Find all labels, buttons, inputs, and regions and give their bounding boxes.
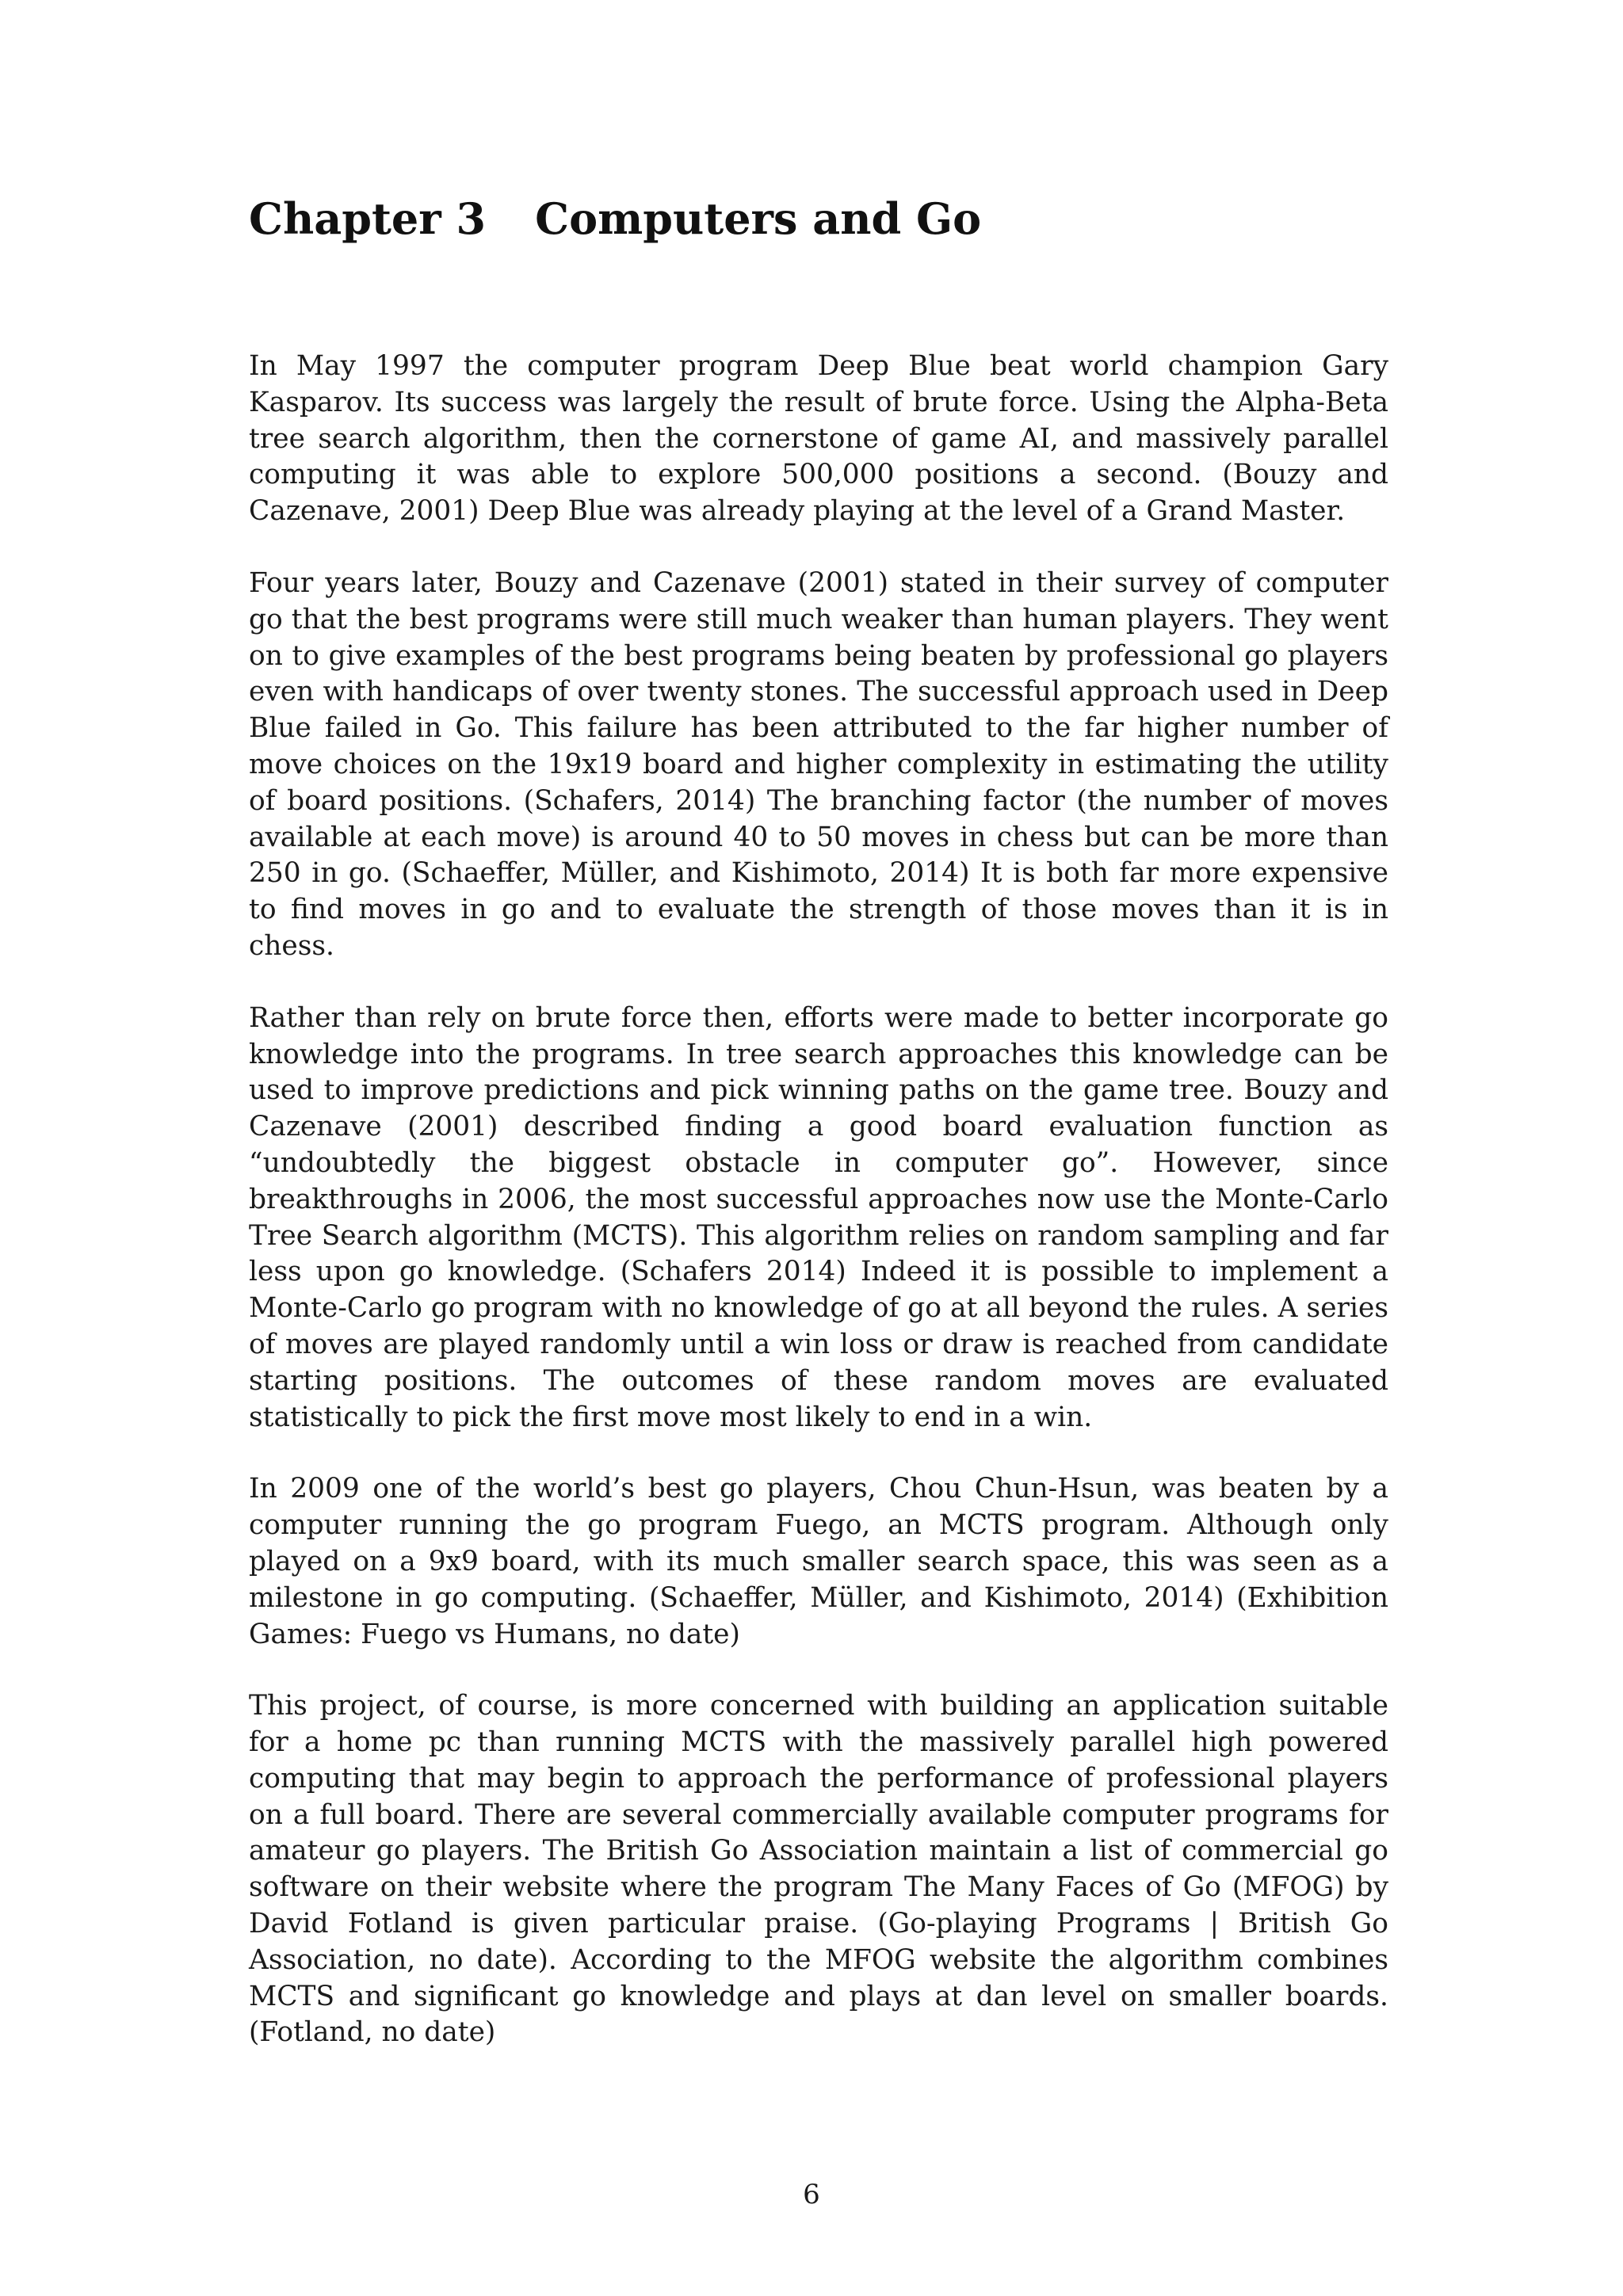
page-number: 6 [803,2179,820,2210]
paragraph-go-knowledge-mcts: Rather than rely on brute force then, efforts were made to better incorporate go knowledge into the programs. In tree search approaches this knowledge can be used to improve predictions and pick winning paths on the game tree. Bouzy and Cazenave (2001) described finding a good board evaluation function as “undoubtedly the biggest obstacle in computer go”. However, since breakthroughs in 2006, the most successful approaches now use the Monte-Carlo Tree Search algorithm (MCTS). This algorithm relies on random sampling and far less upon go knowledge. (Schafers 2014) Indeed it is possible to implement a Monte-Carlo go program with no knowledge of go at all beyond the rules. A series of moves are played randomly until a win loss or draw is reached from candidate starting positions. The outcomes of these random moves are evaluated statistically to pick the first move most likely to end in a win. [249,1001,1388,1433]
chapter-number: Chapter 3 [249,193,487,244]
chapter-title: Computers and Go [535,193,982,244]
paragraph-bouzy-cazenave: Four years later, Bouzy and Cazenave (2001) stated in their survey of computer go that the best programs were still much weaker than human players. They went on to give examples of the best programs being beaten by professional go players even with handicaps of over twenty stones. The successful approach used in Deep Blue failed in Go. This failure has been attributed to the far higher number of move choices on the 19x19 board and higher complexity in estimating the utility of board positions. (Schafers, 2014) The branching factor (the number of moves available at each move) is around 40 to 50 moves in chess but can be more than 250 in go. (Schaeffer, Müller, and Kishimoto, 2014) It is both far more expensive to find moves in go and to evaluate the strength of those moves than it is in chess. [249,566,1388,962]
paragraph-fuego: In 2009 one of the world’s best go players, Chou Chun-Hsun, was beaten by a computer running the go program Fuego, an MCTS program. Although only played on a 9x9 board, with its much smaller search space, this was seen as a milestone in go computing. (Schaeffer, Müller, and Kishimoto, 2014) (Exhibition Games: Fuego vs Humans, no date) [249,1473,1388,1650]
paragraph-project-scope: This project, of course, is more concerned with building an application suitable for a home pc than running MCTS with the massively parallel high powered computing that may begin to approach the performance of professional players on a full board. There are several commercially available computer programs for amateur go players. The British Go Association maintain a list of commercial go software on their website where the program The Many Faces of Go (MFOG) by David Fotland is given particular praise. (Go-playing Programs | British Go Association, no date). According to the MFOG website the algorithm combines MCTS and significant go knowledge and plays at dan level on smaller boards. (Fotland, no date) [249,1690,1388,2049]
chapter-body [249,349,1388,2087]
chapter-heading [249,193,981,245]
paragraph-deep-blue: In May 1997 the computer program Deep Blue beat world champion Gary Kasparov. Its success was largely the result of brute force. Using the Alpha-Beta tree search algorithm, then the cornerstone of game AI, and massively parallel computing it was able to explore 500,000 positions a second. (Bouzy and Cazenave, 2001) Deep Blue was already playing at the level of a Grand Master. [249,350,1388,528]
